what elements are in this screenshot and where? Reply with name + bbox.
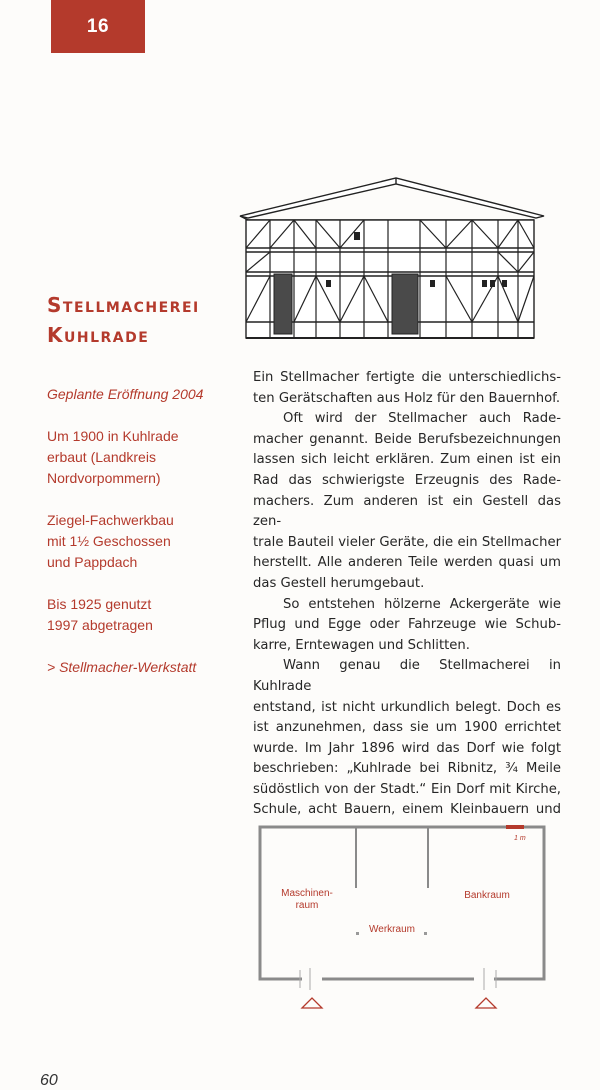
- built-note: Um 1900 in Kuhlrade erbaut (Landkreis Nordvorpommern): [47, 428, 179, 486]
- usage-note: Bis 1925 genutzt 1997 abgetragen: [47, 596, 153, 633]
- room-label-maschinenraum-1: Maschinen-: [281, 888, 333, 899]
- room-label-maschinenraum-2: raum: [295, 900, 319, 911]
- house-illustration: [236, 176, 548, 344]
- entrance-marker-left: [302, 998, 322, 1008]
- paragraph-3: So entstehen hölzerne Ackergeräte wie Pflug und Egge oder Fahrzeuge wie Schub- karre, Erntewagen und Schlitten.: [253, 596, 561, 653]
- scale-label: 1 m: [514, 835, 526, 842]
- article-title: [47, 290, 237, 350]
- cross-reference-link[interactable]: > Stellmacher-Werkstatt: [47, 659, 197, 675]
- page-number: 60: [40, 1072, 58, 1089]
- title-line-1: Stellmacherei: [47, 293, 200, 317]
- paragraph-1: Ein Stellmacher fertigte die unterschiedlichs- ten Gerätschaften aus Holz für den Bauernhof.: [253, 370, 561, 406]
- page-badge: 16: [51, 0, 145, 53]
- room-label-werkraum: Werkraum: [369, 924, 415, 935]
- opening-note: Geplante Eröffnung 2004: [47, 386, 204, 402]
- entrance-marker-right: [476, 998, 496, 1008]
- paragraph-4: Wann genau die Stellmacherei in Kuhlrade entstand, ist nicht urkundlich belegt. Doch es ist anzunehmen, dass sie um 1900 errichtet wurde. Im Jahr 1896 wird das Dorf wie folgt beschrieben: „Kuhlrade bei Ribnitz, ¾ Meile südöstlich von der Stadt.“ Ein Dorf mit Kirche, Schule, acht Bauern, einem Kleinbauern und: [253, 658, 561, 818]
- paragraph-2: Oft wird der Stellmacher auch Rade- macher genannt. Beide Berufsbezeichnungen lassen sich leicht erklären. Zum einen ist ein Rad das schwierigste Erzeugnis des Rade- machers. Zum anderen ist ein Gestell das zen- trale Bauteil vieler Geräte, die ein Stellmacher herstellt. Alle anderen Teile werden quasi um das Gestell herumgebaut.: [253, 411, 561, 591]
- facts-sidebar: [47, 384, 237, 699]
- article-body: [253, 368, 561, 821]
- construction-note: Ziegel-Fachwerkbau mit 1½ Geschossen und Pappdach: [47, 512, 174, 570]
- floor-plan: [252, 818, 556, 1014]
- title-line-2: Kuhlrade: [47, 323, 150, 347]
- room-label-bankraum: Bankraum: [464, 890, 510, 901]
